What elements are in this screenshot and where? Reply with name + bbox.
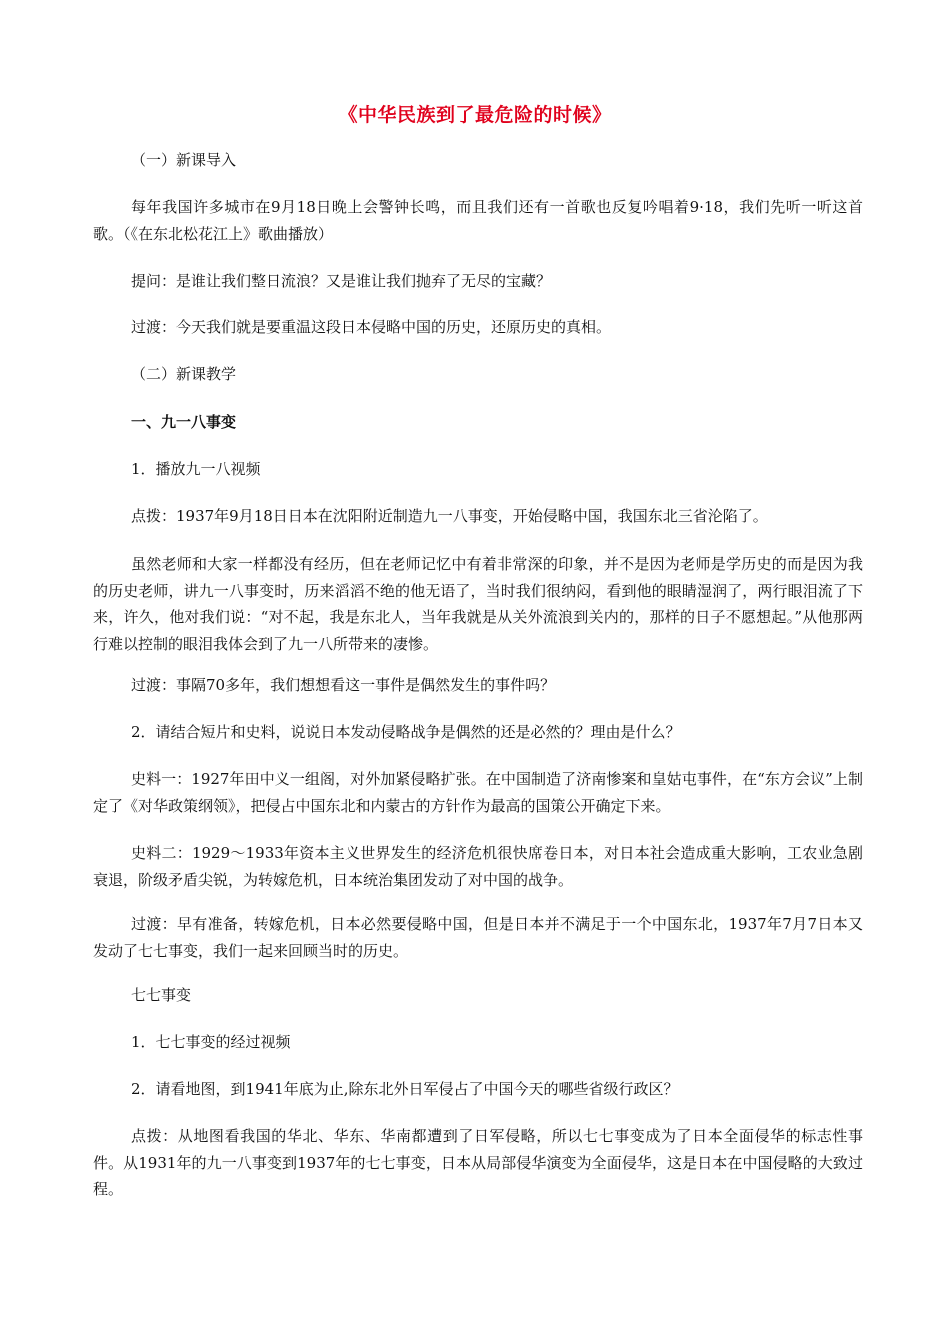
subsection-heading: 一、九一八事变 (131, 413, 237, 431)
list-item: 2．请结合短片和史料，说说日本发动侵略战争是偶然的还是必然的？理由是什么？ (131, 723, 681, 741)
paragraph: 史料一：1927年田中义一组阁，对外加紧侵略扩张。在中国制造了济南惨案和皇姑屯事件，在“东方会议”上制定了《对华政策纲领》，把侵占中国东北和内蒙古的方针作为最高的国策公开确定下来。 (93, 770, 863, 815)
list-item: 1．七七事变的经过视频 (131, 1033, 291, 1051)
paragraph: 过渡：早有准备，转嫁危机，日本必然要侵略中国，但是日本并不满足于一个中国东北，1937年7月7日本又发动了七七事变，我们一起来回顾当时的历史。 (93, 915, 863, 960)
paragraph: 过渡：事隔70多年，我们想想看这一事件是偶然发生的事件吗？ (131, 676, 556, 694)
paragraph: 过渡：今天我们就是要重温这段日本侵略中国的历史，还原历史的真相。 (131, 318, 612, 336)
paragraph: 点拨：从地图看我国的华北、华东、华南都遭到了日军侵略，所以七七事变成为了日本全面侵华的标志性事件。从1931年的九一八事变到1937年的七七事变，日本从局部侵华演变为全面侵华，这是日本在中国侵略的大致过程。 (93, 1127, 863, 1198)
page-title: 《中华民族到了最危险的时候》 (338, 104, 612, 126)
paragraph: 虽然老师和大家一样都没有经历，但在老师记忆中有着非常深的印象，并不是因为老师是学历史的而是因为我的历史老师，讲九一八事变时，历来滔滔不绝的他无语了，当时我们很纳闷，看到他的眼睛湿润了，两行眼泪流了下来，许久，他对我们说：“对不起，我是东北人，当年我就是从关外流浪到关内的，那样的日子不愿想起。”从他那两行难以控制的眼泪我体会到了九一八所带来的凄惨。 (93, 555, 863, 653)
paragraph: 史料二：1929～1933年资本主义世界发生的经济危机很快席卷日本，对日本社会造成重大影响，工农业急剧衰退，阶级矛盾尖锐，为转嫁危机，日本统治集团发动了对中国的战争。 (93, 844, 863, 889)
paragraph: 提问：是谁让我们整日流浪？又是谁让我们抛弃了无尽的宝藏？ (131, 272, 552, 290)
subsection-heading: 七七事变 (131, 986, 192, 1004)
section-heading-intro: （一）新课导入 (131, 151, 237, 169)
list-item: 2．请看地图，到1941年底为止,除东北外日军侵占了中国今天的哪些省级行政区？ (131, 1080, 679, 1098)
paragraph: 每年我国许多城市在9月18日晚上会警钟长鸣，而且我们还有一首歌也反复吟唱着9·18，我们先听一听这首歌。（《在东北松花江上》歌曲播放） (93, 198, 863, 243)
list-item: 1．播放九一八视频 (131, 460, 261, 478)
section-heading-teaching: （二）新课教学 (131, 365, 237, 383)
paragraph: 点拨：1937年9月18日日本在沈阳附近制造九一八事变，开始侵略中国，我国东北三省沦陷了。 (131, 507, 768, 525)
